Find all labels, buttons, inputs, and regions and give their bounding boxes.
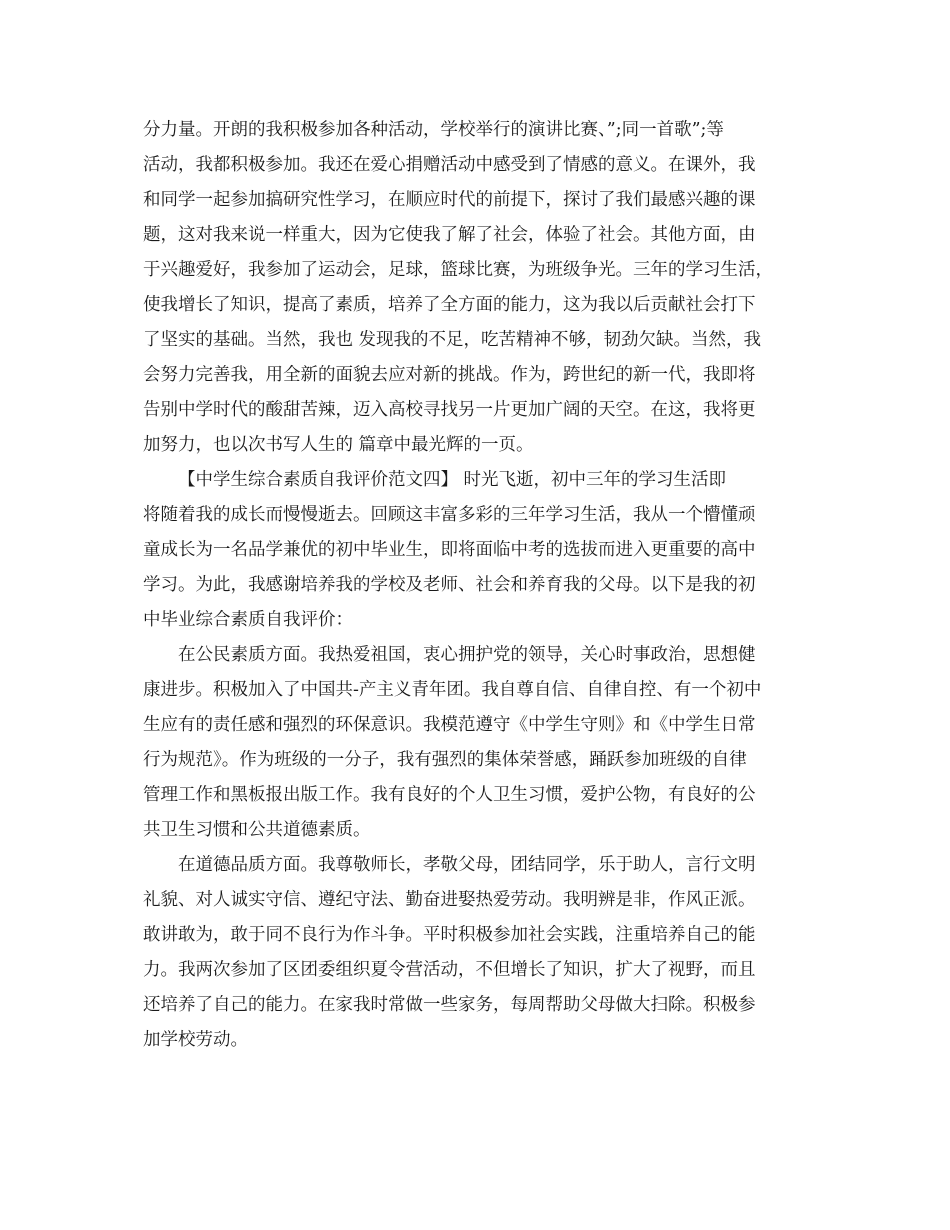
text-line: 力。我两次参加了区团委组织夏令营活动，不但增长了知识，扩大了视野，而且: [143, 960, 756, 980]
text-line: 礼貌、对人诚实守信、遵纪守法、勤奋进娶热爱劳动。我明辨是非，作风正派。: [143, 890, 756, 910]
text-line: 分力量。开朗的我积极参加各种活动，学校举行的演讲比赛、”;同一首歌”;等: [143, 120, 724, 140]
document-body: [143, 113, 813, 1058]
text-line: 于兴趣爱好，我参加了运动会，足球，篮球比赛，为班级争光。三年的学习生活，: [143, 260, 773, 280]
text-line: 管理工作和黑板报出版工作。我有良好的个人卫生习惯，爱护公物，有良好的公: [143, 785, 756, 805]
text-line: 会努力完善我，用全新的面貌去应对新的挑战。作为，跨世纪的新一代，我即将: [143, 365, 756, 385]
text-line: 共卫生习惯和公共道德素质。: [143, 820, 371, 840]
text-line: 使我增长了知识，提高了素质，培养了全方面的能力，这为我以后贡献社会打下: [143, 295, 756, 315]
text-line: 告别中学时代的酸甜苦辣，迈入高校寻找另一片更加广阔的天空。在这，我将更: [143, 400, 756, 420]
text-line: 和同学一起参加搞研究性学习，在顺应时代的前提下，探讨了我们最感兴趣的课: [143, 190, 756, 210]
paragraph-1: [143, 113, 813, 463]
text-line: 将随着我的成长而慢慢逝去。回顾这丰富多彩的三年学习生活，我从一个懵懂顽: [143, 505, 756, 525]
text-line: 活动，我都积极参加。我还在爱心捐赠活动中感受到了情感的意义。在课外，我: [143, 155, 756, 175]
text-line: 行为规范》。作为班级的一分子，我有强烈的集体荣誉感，踊跃参加班级的自律: [143, 750, 747, 770]
section-heading-line: 【中学生综合素质自我评价范文四】 时光飞逝，初中三年的学习生活即: [178, 470, 727, 490]
text-line: 生应有的责任感和强烈的环保意识。我模范遵守《中学生守则》和《中学生日常: [143, 715, 756, 735]
text-line: 加学校劳动。: [143, 1030, 248, 1050]
text-line: 童成长为一名品学兼优的初中毕业生，即将面临中考的选拔而进入更重要的高中: [143, 540, 756, 560]
text-line: 学习。为此，我感谢培养我的学校及老师、社会和养育我的父母。以下是我的初: [143, 575, 756, 595]
text-line: 在道德品质方面。我尊敬师长，孝敬父母，团结同学，乐于助人，言行文明: [178, 855, 756, 875]
text-line: 了坚实的基础。当然，我也 发现我的不足，吃苦精神不够，韧劲欠缺。当然，我: [143, 330, 762, 350]
paragraph-2: [143, 463, 813, 638]
paragraph-3: [143, 638, 813, 848]
text-line: 康进步。积极加入了中国共-产主义青年团。我自尊自信、自律自控、有一个初中: [143, 680, 762, 700]
text-line: 敢讲敢为，敢于同不良行为作斗争。平时积极参加社会实践，注重培养自己的能: [143, 925, 756, 945]
text-line: 中毕业综合素质自我评价：: [143, 610, 353, 630]
paragraph-4: [143, 848, 813, 1058]
text-line: 题，这对我来说一样重大，因为它使我了解了社会，体验了社会。其他方面，由: [143, 225, 756, 245]
text-line: 加努力，也以次书写人生的 篇章中最光辉的一页。: [143, 435, 534, 455]
text-line: 在公民素质方面。我热爱祖国，衷心拥护党的领导，关心时事政治，思想健: [178, 645, 756, 665]
text-line: 还培养了自己的能力。在家我时常做一些家务，每周帮助父母做大扫除。积极参: [143, 995, 756, 1015]
